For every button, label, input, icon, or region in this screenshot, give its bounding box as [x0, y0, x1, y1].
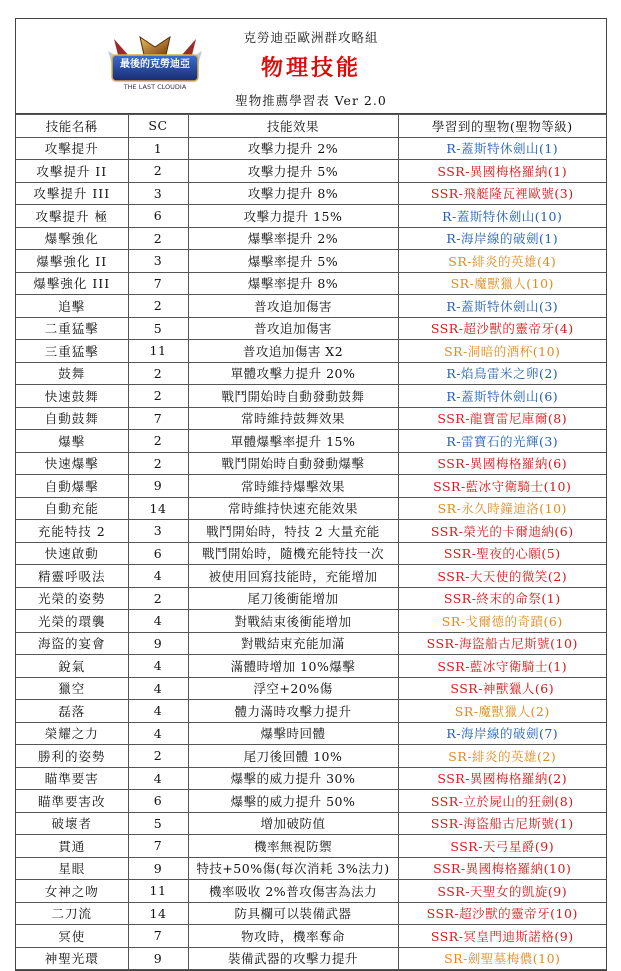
table-row — [16, 610, 606, 633]
skill-sc-cell: 4 — [128, 610, 188, 633]
skill-relic-cell: SSR-榮光的卡爾迪納(6) — [398, 520, 606, 543]
table-row — [16, 272, 606, 295]
skill-name-cell: 爆擊強化 — [16, 227, 128, 250]
skill-relic-cell: SSR-異國梅格羅納(1) — [398, 160, 606, 183]
skill-relic-cell: SSR-異國梅格羅納(2) — [398, 767, 606, 790]
skill-effect-cell: 特技+50%傷(每次消耗 3%法力) — [188, 857, 398, 880]
skill-sc-cell: 11 — [128, 880, 188, 903]
skill-effect-cell: 攻擊力提升 2% — [188, 137, 398, 160]
skill-sc-cell: 14 — [128, 497, 188, 520]
table-row — [16, 182, 606, 205]
skill-sc-cell: 2 — [128, 430, 188, 453]
skill-name-cell: 海盜的宴會 — [16, 632, 128, 655]
skill-effect-cell: 普攻追加傷害 — [188, 317, 398, 340]
skill-name-cell: 女神之吻 — [16, 880, 128, 903]
skill-name-cell: 瞄準要害改 — [16, 790, 128, 813]
table-row — [16, 655, 606, 678]
skill-relic-cell: SR-魔獸獵人(10) — [398, 272, 606, 295]
skill-name-cell: 充能特技 2 — [16, 520, 128, 543]
table-row — [16, 722, 606, 745]
table-row — [16, 452, 606, 475]
skill-name-cell: 攻擊提升 III — [16, 182, 128, 205]
skill-effect-cell: 浮空+20%傷 — [188, 677, 398, 700]
skill-table — [16, 114, 606, 970]
skill-relic-cell: SR-劍聖墓梅儂(10) — [398, 947, 606, 970]
skill-name-cell: 爆擊強化 III — [16, 272, 128, 295]
skill-relic-cell: SSR-天聖女的凱旋(9) — [398, 880, 606, 903]
skill-relic-cell: SSR-飛艇隆瓦裡歐號(3) — [398, 182, 606, 205]
skill-sc-cell: 7 — [128, 272, 188, 295]
skill-sc-cell: 2 — [128, 587, 188, 610]
skill-relic-cell: SSR-藍冰守衛騎士(1) — [398, 655, 606, 678]
skill-name-cell: 銳氣 — [16, 655, 128, 678]
skill-sc-cell: 3 — [128, 520, 188, 543]
skill-name-cell: 勝利的姿勢 — [16, 745, 128, 768]
skill-effect-cell: 裝備武器的攻擊力提升 — [188, 947, 398, 970]
skill-effect-cell: 爆擊時回體 — [188, 722, 398, 745]
skill-sc-cell: 9 — [128, 947, 188, 970]
skill-effect-cell: 爆擊率提升 5% — [188, 250, 398, 273]
skill-sc-cell: 9 — [128, 632, 188, 655]
skill-name-cell: 精靈呼吸法 — [16, 565, 128, 588]
skill-name-cell: 三重猛擊 — [16, 340, 128, 363]
skill-relic-cell: SSR-天弓星爵(9) — [398, 835, 606, 858]
skill-sc-cell: 5 — [128, 812, 188, 835]
skill-effect-cell: 戰鬥開始時，特技 2 大量充能 — [188, 520, 398, 543]
table-row — [16, 812, 606, 835]
skill-effect-cell: 攻擊力提升 5% — [188, 160, 398, 183]
table-row — [16, 902, 606, 925]
skill-sc-cell: 9 — [128, 857, 188, 880]
skill-name-cell: 破壞者 — [16, 812, 128, 835]
column-header-relic: 學習到的聖物(聖物等級) — [398, 115, 606, 138]
skill-name-cell: 磊落 — [16, 700, 128, 723]
skill-relic-cell: SR-緋炎的英雄(2) — [398, 745, 606, 768]
table-row — [16, 542, 606, 565]
table-row — [16, 745, 606, 768]
table-row — [16, 587, 606, 610]
skill-effect-cell: 體力滿時攻擊力提升 — [188, 700, 398, 723]
skill-name-cell: 光榮的環襲 — [16, 610, 128, 633]
skill-sc-cell: 4 — [128, 700, 188, 723]
skill-name-cell: 追擊 — [16, 295, 128, 318]
table-row — [16, 407, 606, 430]
skill-relic-cell: SSR-神獸獵人(6) — [398, 677, 606, 700]
skill-name-cell: 快速爆擊 — [16, 452, 128, 475]
skill-sc-cell: 2 — [128, 295, 188, 318]
skill-relic-cell: SSR-藍冰守衛騎士(10) — [398, 475, 606, 498]
skill-name-cell: 冥使 — [16, 925, 128, 948]
skill-name-cell: 攻擊提升 極 — [16, 205, 128, 228]
skill-effect-cell: 普攻追加傷害 X2 — [188, 340, 398, 363]
skill-effect-cell: 尾刀後衝能增加 — [188, 587, 398, 610]
skill-sc-cell: 2 — [128, 745, 188, 768]
table-row — [16, 880, 606, 903]
table-row — [16, 205, 606, 228]
skill-name-cell: 爆擊 — [16, 430, 128, 453]
skill-relic-cell: R-海岸線的破劍(7) — [398, 722, 606, 745]
skill-relic-cell: SR-永久時鐘迪洛(10) — [398, 497, 606, 520]
skill-relic-cell: SR-緋炎的英雄(4) — [398, 250, 606, 273]
table-row — [16, 227, 606, 250]
skill-sc-cell: 1 — [128, 137, 188, 160]
skill-relic-cell: SSR-異國梅格羅納(6) — [398, 452, 606, 475]
table-row — [16, 700, 606, 723]
skill-sc-cell: 4 — [128, 655, 188, 678]
skill-sc-cell: 14 — [128, 902, 188, 925]
skill-name-cell: 快速啟動 — [16, 542, 128, 565]
table-row — [16, 790, 606, 813]
table-row — [16, 947, 606, 970]
skill-sc-cell: 6 — [128, 205, 188, 228]
table-row — [16, 925, 606, 948]
skill-relic-cell: SSR-龍寶雷尼庫爾(8) — [398, 407, 606, 430]
skill-sc-cell: 4 — [128, 722, 188, 745]
page-subtitle: 聖物推薦學習表 Ver 2.0 — [235, 93, 387, 108]
skill-name-cell: 鼓舞 — [16, 362, 128, 385]
skill-sc-cell: 7 — [128, 407, 188, 430]
skill-relic-cell: R-蓋斯特休劍山(3) — [398, 295, 606, 318]
skill-effect-cell: 尾刀後回體 10% — [188, 745, 398, 768]
svg-text:THE LAST CLOUDIA: THE LAST CLOUDIA — [123, 83, 187, 91]
skill-name-cell: 獵空 — [16, 677, 128, 700]
skill-name-cell: 攻擊提升 II — [16, 160, 128, 183]
skill-effect-cell: 戰鬥開始時，隨機充能特技一次 — [188, 542, 398, 565]
table-row — [16, 362, 606, 385]
column-header-effect: 技能效果 — [188, 115, 398, 138]
table-row — [16, 295, 606, 318]
table-row — [16, 137, 606, 160]
skill-effect-cell: 機率吸收 2%普攻傷害為法力 — [188, 880, 398, 903]
table-row — [16, 317, 606, 340]
skill-effect-cell: 增加破防值 — [188, 812, 398, 835]
column-header-name: 技能名稱 — [16, 115, 128, 138]
skill-name-cell: 星眼 — [16, 857, 128, 880]
skill-sheet — [15, 18, 607, 971]
skill-effect-cell: 常時維持爆擊效果 — [188, 475, 398, 498]
skill-relic-cell: R-蓋斯特休劍山(1) — [398, 137, 606, 160]
skill-effect-cell: 單體爆擊率提升 15% — [188, 430, 398, 453]
column-header-sc: SC — [128, 115, 188, 138]
skill-sc-cell: 3 — [128, 250, 188, 273]
skill-effect-cell: 攻擊力提升 15% — [188, 205, 398, 228]
skill-relic-cell: SSR-大天使的微笑(2) — [398, 565, 606, 588]
page-title: 物理技能 — [260, 55, 361, 81]
skill-effect-cell: 物攻時，機率奪命 — [188, 925, 398, 948]
table-row — [16, 385, 606, 408]
skill-relic-cell: R-蓋斯特休劍山(10) — [398, 205, 606, 228]
skill-effect-cell: 常時維持快速充能效果 — [188, 497, 398, 520]
skill-relic-cell: SSR-終末的命祭(1) — [398, 587, 606, 610]
skill-relic-cell: SSR-立於屍山的狂劍(8) — [398, 790, 606, 813]
skill-sc-cell: 2 — [128, 452, 188, 475]
skill-sc-cell: 7 — [128, 925, 188, 948]
skill-effect-cell: 常時維持鼓舞效果 — [188, 407, 398, 430]
skill-relic-cell: R-蓋斯特休劍山(6) — [398, 385, 606, 408]
skill-name-cell: 二刀流 — [16, 902, 128, 925]
skill-name-cell: 快速鼓舞 — [16, 385, 128, 408]
skill-effect-cell: 普攻追加傷害 — [188, 295, 398, 318]
skill-name-cell: 攻擊提升 — [16, 137, 128, 160]
skill-relic-cell: SR-魔獸獵人(2) — [398, 700, 606, 723]
skill-effect-cell: 對戰結束充能加滿 — [188, 632, 398, 655]
skill-sc-cell: 5 — [128, 317, 188, 340]
skill-effect-cell: 機率無視防禦 — [188, 835, 398, 858]
skill-sc-cell: 2 — [128, 362, 188, 385]
table-row — [16, 160, 606, 183]
skill-name-cell: 神聖光環 — [16, 947, 128, 970]
skill-relic-cell: SSR-海盜船古尼斯號(1) — [398, 812, 606, 835]
skill-relic-cell: SSR-超沙獸的靈帝牙(4) — [398, 317, 606, 340]
table-row — [16, 565, 606, 588]
skill-effect-cell: 滿體時增加 10%爆擊 — [188, 655, 398, 678]
skill-relic-cell: SR-戈爾德的奇蹟(6) — [398, 610, 606, 633]
skill-effect-cell: 爆擊率提升 8% — [188, 272, 398, 295]
skill-name-cell: 貫通 — [16, 835, 128, 858]
table-header-row — [16, 115, 606, 138]
skill-sc-cell: 6 — [128, 542, 188, 565]
skill-name-cell: 光榮的姿勢 — [16, 587, 128, 610]
skill-sc-cell: 2 — [128, 227, 188, 250]
skill-table-body — [16, 137, 606, 970]
skill-sc-cell: 2 — [128, 385, 188, 408]
skill-relic-cell: SR-洞暗的酒杯(10) — [398, 340, 606, 363]
skill-effect-cell: 被使用回寫技能時，充能增加 — [188, 565, 398, 588]
skill-name-cell: 爆擊強化 II — [16, 250, 128, 273]
skill-name-cell: 二重猛擊 — [16, 317, 128, 340]
table-row — [16, 430, 606, 453]
skill-name-cell: 自動鼓舞 — [16, 407, 128, 430]
table-row — [16, 340, 606, 363]
skill-effect-cell: 爆擊率提升 2% — [188, 227, 398, 250]
skill-relic-cell: SSR-海盜船古尼斯號(10) — [398, 632, 606, 655]
skill-name-cell: 自動充能 — [16, 497, 128, 520]
skill-sc-cell: 2 — [128, 160, 188, 183]
skill-relic-cell: SSR-超沙獸的靈帝牙(10) — [398, 902, 606, 925]
skill-name-cell: 榮耀之力 — [16, 722, 128, 745]
skill-relic-cell: R-焰鳥雷米之卵(2) — [398, 362, 606, 385]
skill-sc-cell: 11 — [128, 340, 188, 363]
table-row — [16, 632, 606, 655]
skill-sc-cell: 7 — [128, 835, 188, 858]
skill-relic-cell: SSR-聖夜的心願(5) — [398, 542, 606, 565]
skill-relic-cell: R-海岸線的破劍(1) — [398, 227, 606, 250]
skill-effect-cell: 對戰結束後衝能增加 — [188, 610, 398, 633]
skill-effect-cell: 戰鬥開始時自動發動鼓舞 — [188, 385, 398, 408]
sheet-header — [16, 19, 606, 114]
table-row — [16, 497, 606, 520]
skill-effect-cell: 爆擊的威力提升 50% — [188, 790, 398, 813]
skill-sc-cell: 4 — [128, 565, 188, 588]
table-row — [16, 677, 606, 700]
table-row — [16, 250, 606, 273]
skill-relic-cell: SSR-冥皇門迪斯諾格(9) — [398, 925, 606, 948]
table-row — [16, 475, 606, 498]
skill-name-cell: 自動爆擊 — [16, 475, 128, 498]
skill-effect-cell: 爆擊的威力提升 30% — [188, 767, 398, 790]
table-row — [16, 767, 606, 790]
table-row — [16, 857, 606, 880]
skill-sc-cell: 6 — [128, 790, 188, 813]
table-row — [16, 520, 606, 543]
skill-relic-cell: R-雷寶石的光輝(3) — [398, 430, 606, 453]
skill-effect-cell: 單體攻擊力提升 20% — [188, 362, 398, 385]
skill-effect-cell: 戰鬥開始時自動發動爆擊 — [188, 452, 398, 475]
skill-relic-cell: SSR-異國梅格羅納(10) — [398, 857, 606, 880]
skill-effect-cell: 防具欄可以裝備武器 — [188, 902, 398, 925]
skill-effect-cell: 攻擊力提升 8% — [188, 182, 398, 205]
org-name: 克勞迪亞歐洲群攻略組 — [243, 30, 379, 45]
table-row — [16, 835, 606, 858]
skill-name-cell: 瞄準要害 — [16, 767, 128, 790]
svg-text:最後的克勞迪亞: 最後的克勞迪亞 — [120, 59, 190, 70]
skill-sc-cell: 4 — [128, 677, 188, 700]
skill-sc-cell: 9 — [128, 475, 188, 498]
skill-sc-cell: 4 — [128, 767, 188, 790]
skill-sc-cell: 3 — [128, 182, 188, 205]
